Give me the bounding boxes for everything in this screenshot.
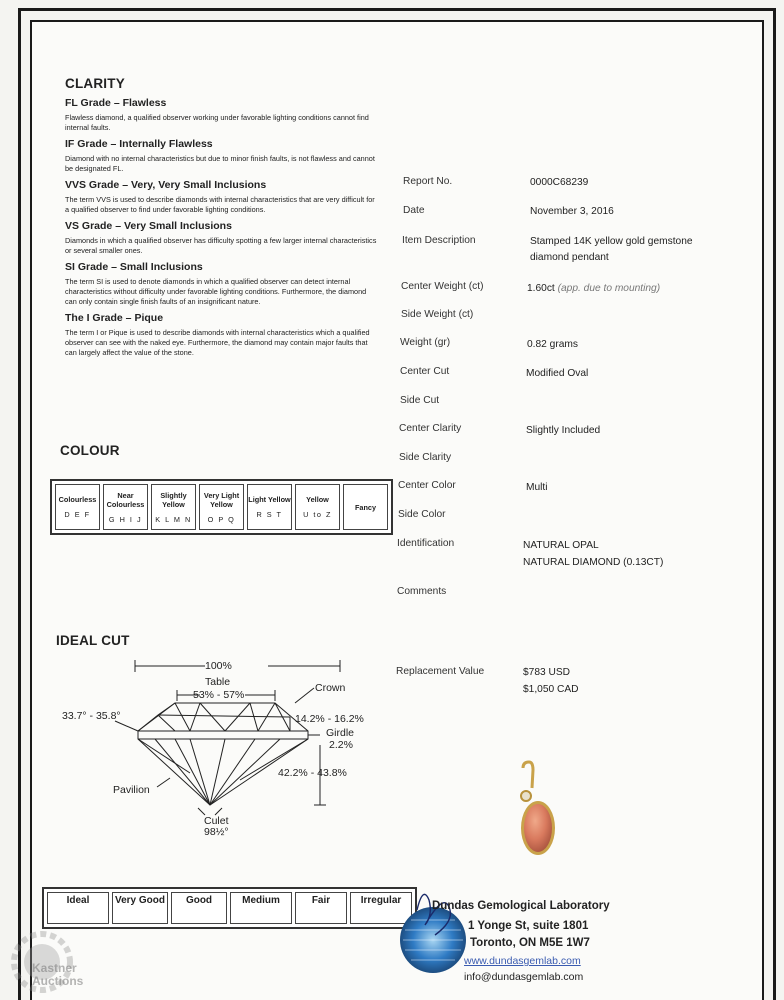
colour-cell: Slightly Yellow K L M N — [151, 484, 196, 530]
comments-label: Comments — [397, 586, 447, 597]
colour-cell: Colourless D E F — [55, 484, 100, 530]
item-description-value: Stamped 14K yellow gold gemstone diamond pendant — [530, 236, 693, 263]
hologram-seal — [395, 880, 475, 985]
cut-grade-cell: Fair — [295, 892, 347, 924]
girdle-label: Girdle — [326, 727, 355, 739]
grade-if-desc: Diamond with no internal characteristics but due to minor finish faults, is not flawless and cannot be designated FL. — [65, 154, 375, 173]
culet-pct: 98½° — [204, 826, 229, 838]
date-value: November 3, 2016 — [530, 206, 614, 217]
side-cut-label: Side Cut — [400, 395, 440, 406]
colour-heading: COLOUR — [60, 443, 120, 458]
side-color-label: Side Color — [398, 509, 446, 520]
center-weight-label: Center Weight (ct) — [401, 281, 484, 292]
lab-email: info@dundasgemlab.com — [464, 971, 584, 983]
center-weight-value: 1.60ct — [527, 283, 555, 294]
grade-vs-desc: Diamonds in which a qualified observer has difficulty spotting a few larger internal characteristics or several smaller ones. — [65, 236, 377, 255]
colour-cell: Fancy — [343, 484, 388, 530]
lab-website-link[interactable]: www.dundasgemlab.com — [464, 955, 581, 967]
side-weight-label: Side Weight (ct) — [401, 309, 474, 320]
weight-gr-value: 0.82 grams — [527, 339, 578, 350]
side-clarity-label: Side Clarity — [399, 452, 452, 463]
center-weight-note: (app. due to mounting) — [557, 283, 661, 294]
colour-cell: Light Yellow R S T — [247, 484, 292, 530]
pavilion-label: Pavilion — [113, 784, 150, 796]
grade-vvs-title: VVS Grade – Very, Very Small Inclusions — [65, 179, 267, 191]
table-pct: 53% - 57% — [193, 689, 245, 701]
grade-vs-title: VS Grade – Very Small Inclusions — [65, 220, 232, 232]
grade-i-desc: The term I or Pique is used to describe diamonds with internal characteristics which a qualified observer can see with the naked eye. Furthermore, the diamond may contain major faults that can largely affect the value of the stone. — [65, 328, 370, 357]
culet-label: Culet — [204, 815, 229, 827]
center-clarity-value: Slightly Included — [526, 425, 601, 436]
colour-cell: Near Colourless G H I J — [103, 484, 148, 530]
table-label: Table — [205, 676, 231, 688]
grade-i-title: The I Grade – Pique — [65, 312, 164, 324]
crown-label: Crown — [315, 682, 346, 694]
cut-grade-cell: Very Good — [112, 892, 168, 924]
center-color-value: Multi — [526, 482, 548, 493]
colour-cell: Yellow U to Z — [295, 484, 340, 530]
center-cut-value: Modified Oval — [526, 368, 589, 379]
replacement-value-cad: $1,050 CAD — [523, 684, 579, 695]
center-clarity-label: Center Clarity — [399, 423, 462, 434]
ideal-cut-heading: IDEAL CUT — [56, 633, 130, 648]
colour-scale-table — [50, 479, 393, 535]
report-no-value: 0000C68239 — [530, 177, 589, 188]
weight-gr-label: Weight (gr) — [400, 337, 451, 348]
pavilion-pct: 42.2% - 43.8% — [278, 767, 347, 779]
cut-grade-cell: Ideal — [47, 892, 109, 924]
report-no-label: Report No. — [403, 176, 453, 187]
lab-name: Dundas Gemological Laboratory — [432, 900, 610, 912]
replacement-value-usd: $783 USD — [523, 667, 571, 678]
date-label: Date — [403, 205, 425, 216]
grade-vvs-desc: The term VVS is used to describe diamonds with internal characteristics that are very difficult for a qualified observer to find under favorable lighting conditions. — [65, 195, 375, 214]
item-description-label: Item Description — [402, 235, 476, 246]
crown-angle: 33.7° - 35.8° — [62, 710, 121, 722]
crown-pct: 14.2% - 16.2% — [295, 713, 364, 725]
center-cut-label: Center Cut — [400, 366, 450, 377]
girdle-pct: 2.2% — [329, 739, 353, 751]
colour-cell: Very Light Yellow O P Q — [199, 484, 244, 530]
grade-if-title: IF Grade – Internally Flawless — [65, 138, 213, 150]
replacement-value-label: Replacement Value — [396, 666, 485, 677]
lab-address-2: Toronto, ON M5E 1W7 — [470, 937, 590, 949]
cut-grade-cell: Irregular — [350, 892, 412, 924]
identification-label: Identification — [397, 538, 455, 549]
grade-si-desc: The term SI is used to denote diamonds in which a qualified observer can detect internal characteristics without difficulty under favorable lighting conditions. Furthermore, the diamond can only contain single finish faults of an insignificant nature. — [65, 277, 367, 306]
total-width-label: 100% — [205, 660, 232, 672]
grade-fl-desc: Flawless diamond, a qualified observer working under favorable lighting conditions cannot find internal faults. — [65, 113, 369, 132]
clarity-heading: CLARITY — [65, 76, 125, 91]
grade-fl-title: FL Grade – Flawless — [65, 97, 167, 109]
cut-grade-table — [42, 887, 417, 929]
auction-watermark-text: Kastner Auctions — [32, 961, 84, 988]
cut-grade-cell: Good — [171, 892, 227, 924]
identification-value-1: NATURAL OPAL — [523, 540, 599, 551]
center-color-label: Center Color — [398, 480, 456, 491]
grade-si-title: SI Grade – Small Inclusions — [65, 261, 203, 273]
pendant-photo — [505, 760, 565, 870]
lab-address-1: 1 Yonge St, suite 1801 — [468, 920, 589, 932]
cut-grade-cell: Medium — [230, 892, 292, 924]
identification-value-2: NATURAL DIAMOND (0.13CT) — [523, 557, 664, 568]
center-weight-row — [527, 281, 660, 297]
